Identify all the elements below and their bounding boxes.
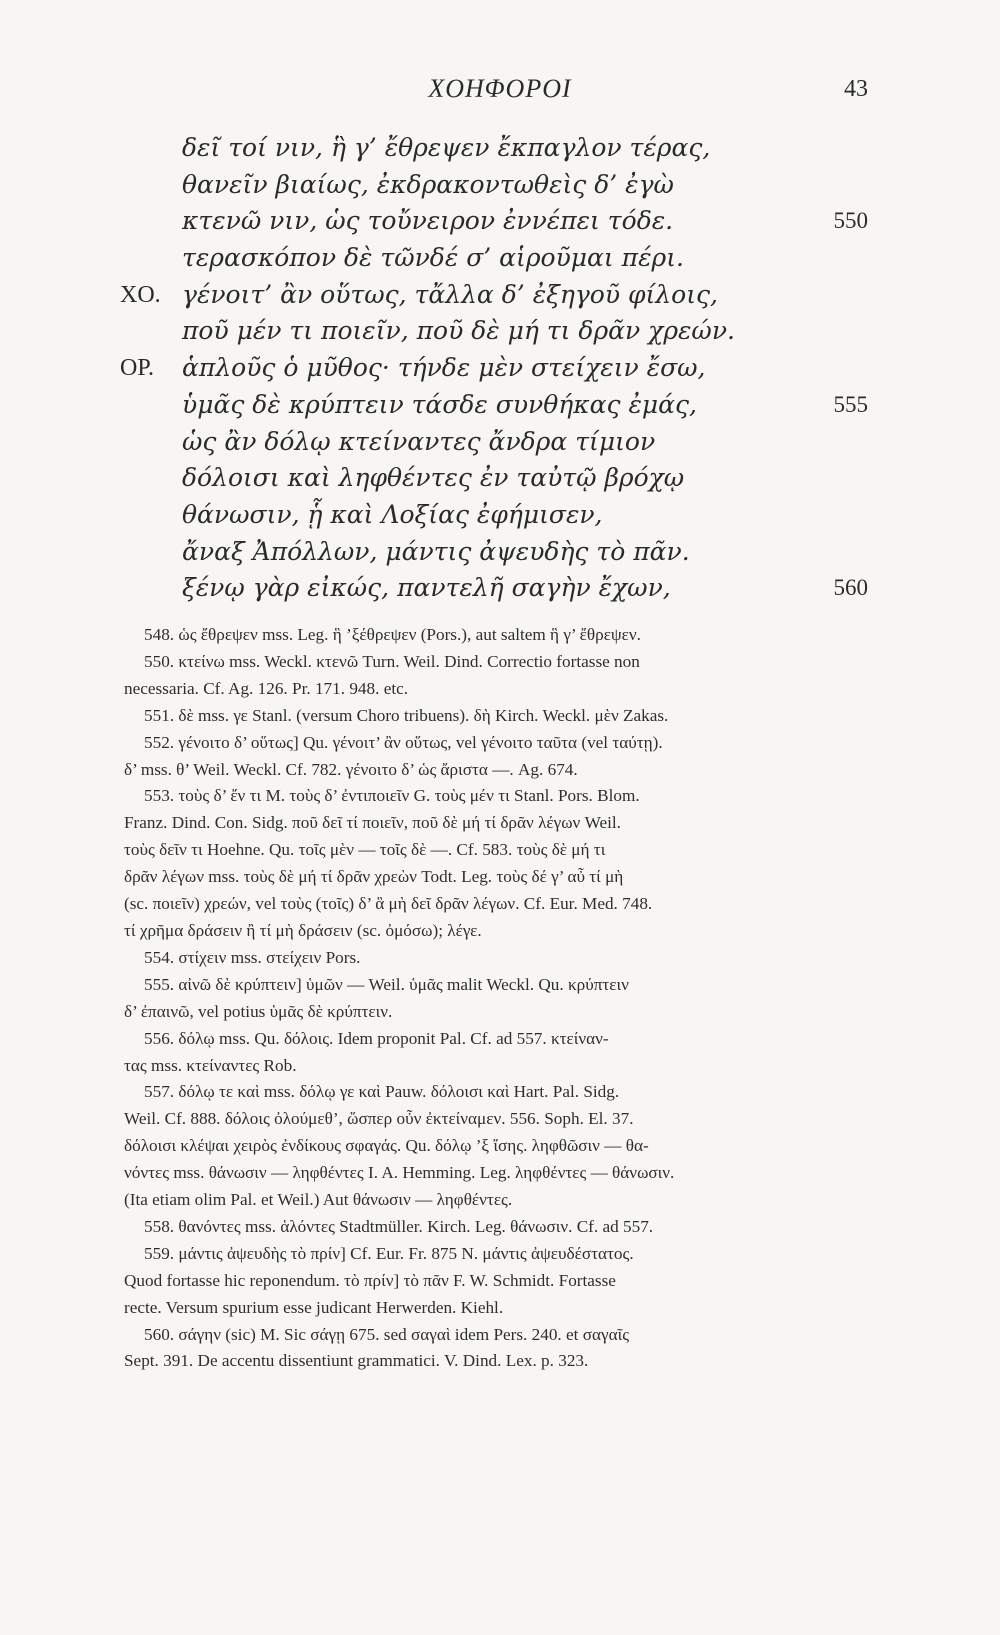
apparatus-note: [104, 1214, 870, 1241]
verse-line: [0, 203, 1000, 240]
note-line: 552. γένοιτο δ’ οὕτως] Qu. γένοιτ’ ἂν οὕτως, vel γένοιτο ταῦτα (vel ταύτῃ).: [144, 732, 663, 752]
verse-block: [0, 130, 1000, 607]
verse-text: ποῦ μέν τι ποιεῖν, ποῦ δὲ μή τι δρᾶν χρεών.: [182, 316, 735, 346]
verse-line: [0, 387, 1000, 424]
verse-text: τερασκόπον δὲ τῶνδέ σ’ αἱροῦμαι πέρι.: [182, 243, 684, 273]
apparatus-note: [104, 1079, 870, 1214]
note-line: 551. δὲ mss. γε Stanl. (versum Choro tribuens). δὴ Kirch. Weckl. μὲν Zakas.: [144, 705, 669, 725]
critical-apparatus: [104, 622, 870, 1375]
note-line: τας mss. κτείναντες Rob.: [124, 1055, 297, 1075]
note-line: Weil. Cf. 888. δόλοις ὀλούμεθ’, ὥσπερ οὖν ἐκτείναμεν. 556. Soph. El. 37.: [124, 1109, 634, 1129]
verse-text: γένοιτ’ ἂν οὕτως, τἄλλα δ’ ἐξηγοῦ φίλοις,: [182, 279, 718, 309]
apparatus-note: [104, 1026, 870, 1080]
verse-line: [0, 570, 1000, 607]
verse-line: [0, 350, 1000, 387]
note-line: 548. ὡς ἔθρεψεν mss. Leg. ἣ ’ξέθρεψεν (Pors.), aut saltem ἣ γ’ ἔθρεψεν.: [144, 625, 641, 644]
note-line: 558. θανόντες mss. ἁλόντες Stadtmüller. Kirch. Leg. θάνωσιν. Cf. ad 557.: [144, 1216, 654, 1236]
note-line: δρᾶν λέγων mss. τοὺς δὲ μή τί δρᾶν χρεὼν Todt. Leg. τοὺς δέ γ’ αὖ τί μὴ: [124, 867, 624, 887]
note-line: 555. αἰνῶ δὲ κρύπτειν] ὑμῶν — Weil. ὑμᾶς malit Weckl. Qu. κρύπτειν: [144, 974, 629, 994]
verse-line: [0, 313, 1000, 350]
verse-text: ὡς ἂν δόλῳ κτείναντες ἄνδρα τίμιον: [182, 426, 656, 456]
verse-text: κτενῶ νιν, ὡς τοὔνειρον ἐννέπει τόδε.: [182, 206, 674, 236]
note-line: (sc. ποιεῖν) χρεών, vel τοὺς (τοῖς) δ’ ἃ μὴ δεῖ δρᾶν λέγων. Cf. Eur. Med. 748.: [124, 894, 653, 914]
page-number: 43: [844, 76, 868, 102]
speaker-label: ΟΡ.: [120, 355, 155, 382]
note-line: Sept. 391. De accentu dissentiunt grammatici. V. Dind. Lex. p. 323.: [124, 1351, 589, 1371]
verse-line: [0, 497, 1000, 534]
verse-text: δεῖ τοί νιν, ἣ γ’ ἔθρεψεν ἔκπαγλον τέρας,: [182, 133, 711, 162]
note-line: recte. Versum spurium esse judicant Herwerden. Kiehl.: [124, 1297, 504, 1317]
note-line: δ’ ἐπαινῶ, vel potius ὑμᾶς δὲ κρύπτειν.: [124, 1001, 393, 1021]
note-line: 554. στίχειν mss. στείχειν Pors.: [144, 947, 361, 967]
apparatus-note: [104, 649, 870, 703]
note-line: δόλοισι κλέψαι χειρὸς ἐνδίκους σφαγάς. Qu. δόλῳ ’ξ ἴσης. ληφθῶσιν — θα-: [124, 1136, 649, 1156]
verse-line: [0, 424, 1000, 461]
running-title: ΧΟΗΦΟΡΟΙ: [428, 74, 572, 103]
note-line: 556. δόλῳ mss. Qu. δόλοις. Idem proponit Pal. Cf. ad 557. κτείναν-: [144, 1028, 609, 1048]
verse-line: [0, 277, 1000, 314]
note-line: Quod fortasse hic reponendum. τὸ πρίν] τὸ πᾶν F. W. Schmidt. Fortasse: [124, 1270, 616, 1290]
note-line: 557. δόλῳ τε καὶ mss. δόλῳ γε καὶ Pauw. δόλοισι καὶ Hart. Pal. Sidg.: [144, 1082, 620, 1102]
apparatus-note: [104, 945, 870, 972]
line-number: 555: [833, 391, 868, 417]
verse-text: ὑμᾶς δὲ κρύπτειν τάσδε συνθήκας ἐμάς,: [182, 389, 698, 419]
verse-line: [0, 240, 1000, 277]
apparatus-note: [104, 1241, 870, 1322]
note-line: τί χρῆμα δράσειν ἢ τί μὴ δράσειν (sc. ὀμόσω); λέγε.: [124, 920, 482, 940]
note-line: τοὺς δεῖν τι Hoehne. Qu. τοῖς μὲν — τοῖς δὲ —. Cf. 583. τοὺς δὲ μή τι: [124, 840, 606, 860]
apparatus-note: [104, 703, 870, 730]
verse-line: [0, 167, 1000, 204]
note-line: 559. μάντις ἀψευδὴς τὸ πρίν] Cf. Eur. Fr. 875 N. μάντις ἀψευδέστατος.: [144, 1243, 634, 1263]
note-line: (Ita etiam olim Pal. et Weil.) Aut θάνωσιν — ληφθέντες.: [124, 1190, 513, 1210]
verse-text: ἁπλοῦς ὁ μῦθος· τήνδε μὲν στείχειν ἔσω,: [182, 353, 706, 383]
apparatus-note: [104, 622, 870, 649]
verse-line: [0, 460, 1000, 497]
note-line: δ’ mss. θ’ Weil. Weckl. Cf. 782. γένοιτο δ’ ὡς ἄριστα —. Ag. 674.: [124, 759, 578, 779]
verse-text: ἄναξ Ἀπόλλων, μάντις ἀψευδὴς τὸ πᾶν.: [182, 536, 690, 566]
apparatus-note: [104, 730, 870, 784]
apparatus-note: [104, 783, 870, 944]
apparatus-note: [104, 972, 870, 1026]
note-line: 550. κτείνω mss. Weckl. κτενῶ Turn. Weil. Dind. Correctio fortasse non: [144, 651, 640, 671]
verse-text: θανεῖν βιαίως, ἐκδρακοντωθεὶς δ’ ἐγὼ: [182, 169, 674, 199]
note-line: necessaria. Cf. Ag. 126. Pr. 171. 948. etc.: [124, 678, 409, 698]
note-line: νόντες mss. θάνωσιν — ληφθέντες I. A. Hemming. Leg. ληφθέντες — θάνωσιν.: [124, 1163, 675, 1183]
apparatus-note: [104, 1322, 870, 1376]
verse-text: θάνωσιν, ᾗ καὶ Λοξίας ἐφήμισεν,: [182, 499, 603, 529]
speaker-label: ΧΟ.: [120, 281, 161, 308]
verse-text: δόλοισι καὶ ληφθέντες ἐν ταὐτῷ βρόχῳ: [182, 463, 685, 493]
note-line: 560. σάγην (sic) M. Sic σάγῃ 675. sed σαγαὶ idem Pers. 240. et σαγαῖς: [144, 1324, 630, 1344]
note-line: 553. τοὺς δ’ ἔν τι M. τοὺς δ’ ἐντιποιεῖν G. τοὺς μέν τι Stanl. Pors. Blom.: [144, 786, 640, 806]
note-line: Franz. Dind. Con. Sidg. ποῦ δεῖ τί ποιεῖν, ποῦ δὲ μή τί δρᾶν λέγων Weil.: [124, 813, 621, 833]
verse-text: ξένῳ γὰρ εἰκώς, παντελῆ σαγὴν ἔχων,: [182, 573, 671, 603]
line-number: 560: [833, 575, 868, 601]
line-number: 550: [833, 208, 868, 234]
verse-line: [0, 130, 1000, 167]
verse-line: [0, 534, 1000, 571]
